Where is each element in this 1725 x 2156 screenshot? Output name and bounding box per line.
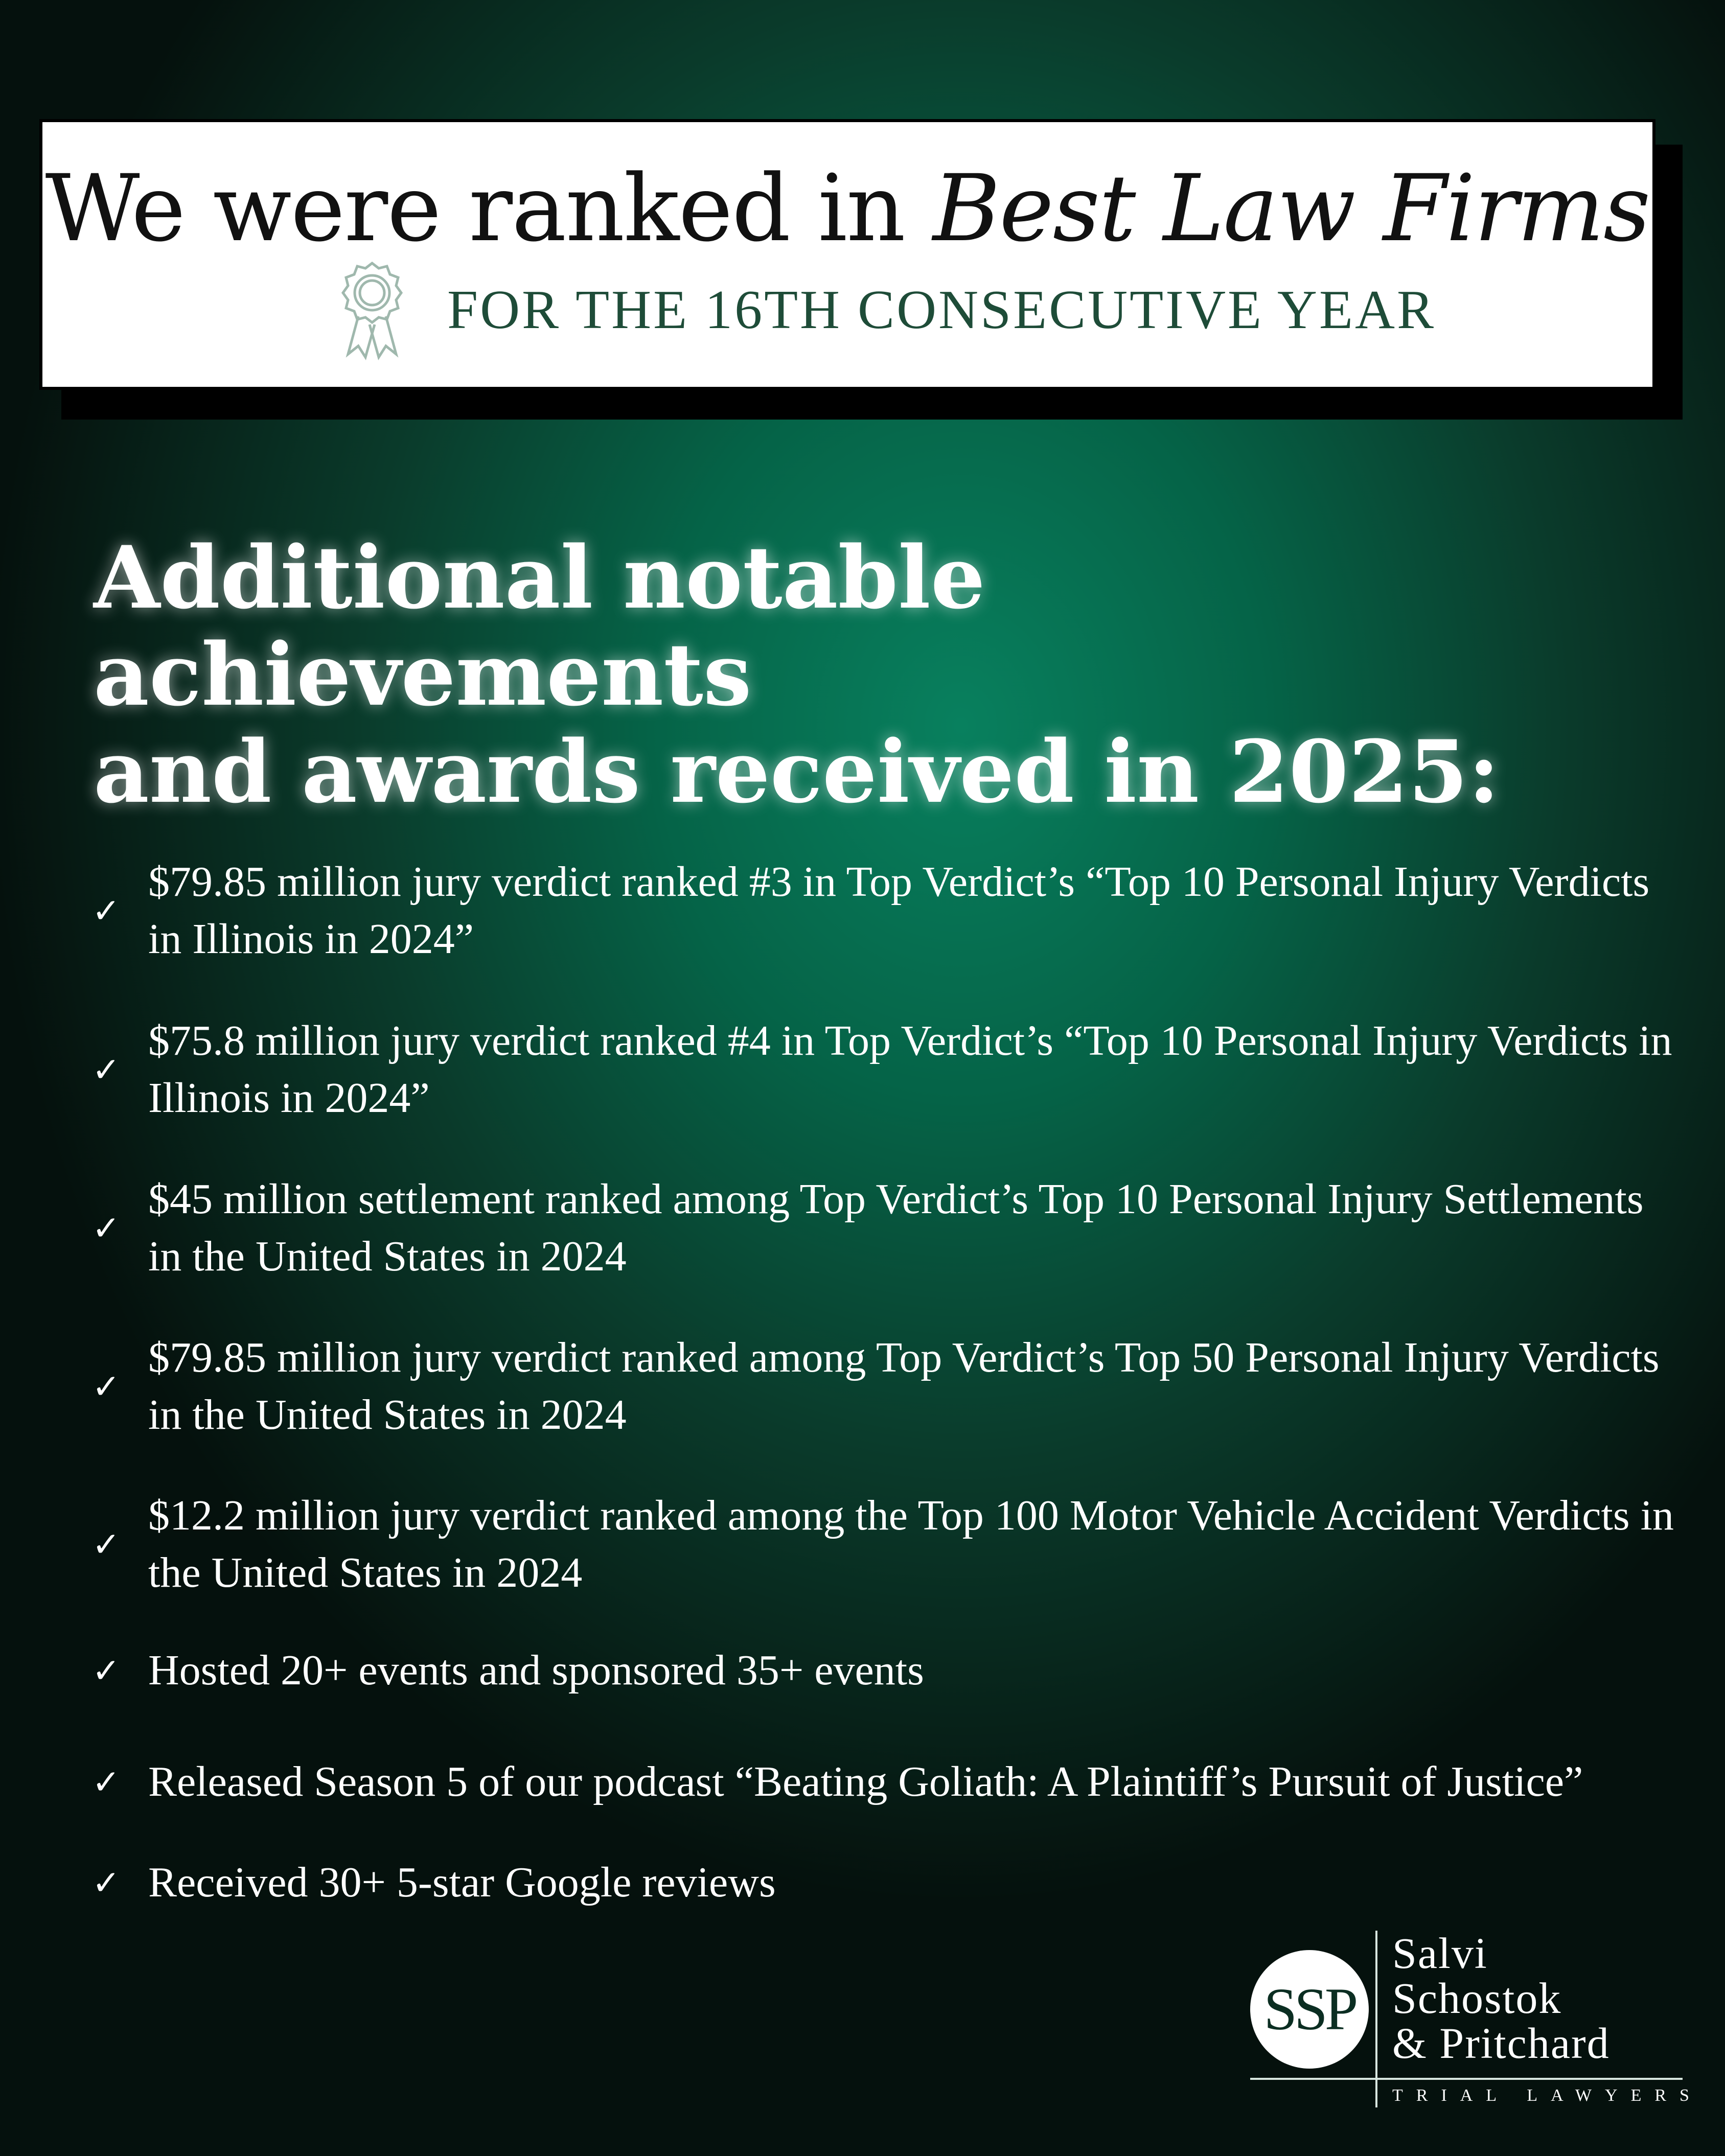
achievement-text: $75.8 million jury verdict ranked #4 in Top Verdict’s “Top 10 Personal Injury Verdicts in Illinois in 2024” [148, 1017, 1672, 1122]
checkmark-icon: ✓ [92, 1651, 121, 1690]
achievement-text: $12.2 million jury verdict ranked among the Top 100 Motor Vehicle Accident Verdicts in the United States in 2024 [148, 1492, 1674, 1596]
checkmark-icon: ✓ [92, 1863, 121, 1903]
list-item [92, 853, 1676, 968]
achievement-text: $45 million settlement ranked among Top Verdict’s Top 10 Personal Injury Settlements in the United States in 2024 [148, 1175, 1644, 1280]
checkmark-icon: ✓ [92, 1208, 121, 1248]
list-item [92, 1854, 1676, 1911]
checkmark-icon: ✓ [92, 1050, 121, 1089]
list-item [92, 1012, 1676, 1127]
achievement-text: Released Season 5 of our podcast “Beating Goliath: A Plaintiff’s Pursuit of Justice” [148, 1758, 1583, 1805]
firm-name: Salvi Schostok & Pritchard [1392, 1929, 1610, 2068]
award-ribbon-icon [334, 259, 410, 361]
list-item [92, 1329, 1676, 1444]
consecutive-year-subtitle: FOR THE 16TH CONSECUTIVE YEAR [447, 280, 1436, 340]
achievement-text: $79.85 million jury verdict ranked #3 in Top Verdict’s “Top 10 Personal Injury Verdicts in Illinois in 2024” [148, 858, 1650, 963]
achievements-heading: Additional notable achievements and awards received in 2025: [94, 527, 1500, 822]
checkmark-icon: ✓ [92, 1762, 121, 1802]
award-banner [39, 119, 1655, 390]
achievement-text: Received 30+ 5-star Google reviews [148, 1859, 776, 1906]
checkmark-icon: ✓ [92, 1524, 121, 1564]
banner-title: We were ranked in Best Law Firms [45, 155, 1650, 262]
best-law-firms-title: Best Law Firms [933, 155, 1650, 262]
banner-subtitle-row [334, 264, 1436, 356]
firm-tagline: TRIAL LAWYERS [1392, 2086, 1703, 2105]
firm-logo [1250, 1929, 1703, 2109]
list-item [92, 1753, 1676, 1811]
list-item [92, 1642, 1676, 1699]
logo-divider-horizontal [1250, 2078, 1683, 2080]
achievement-text: $79.85 million jury verdict ranked among Top Verdict’s Top 50 Personal Injury Verdicts in the United States in 2024 [148, 1334, 1660, 1439]
checkmark-icon: ✓ [92, 1366, 121, 1406]
list-item [92, 1487, 1676, 1602]
achievement-text: Hosted 20+ events and sponsored 35+ events [148, 1647, 924, 1694]
ssp-monogram: SSP [1250, 1950, 1369, 2069]
checkmark-icon: ✓ [92, 891, 121, 931]
list-item [92, 1171, 1676, 1285]
logo-divider-vertical [1375, 1931, 1377, 2107]
